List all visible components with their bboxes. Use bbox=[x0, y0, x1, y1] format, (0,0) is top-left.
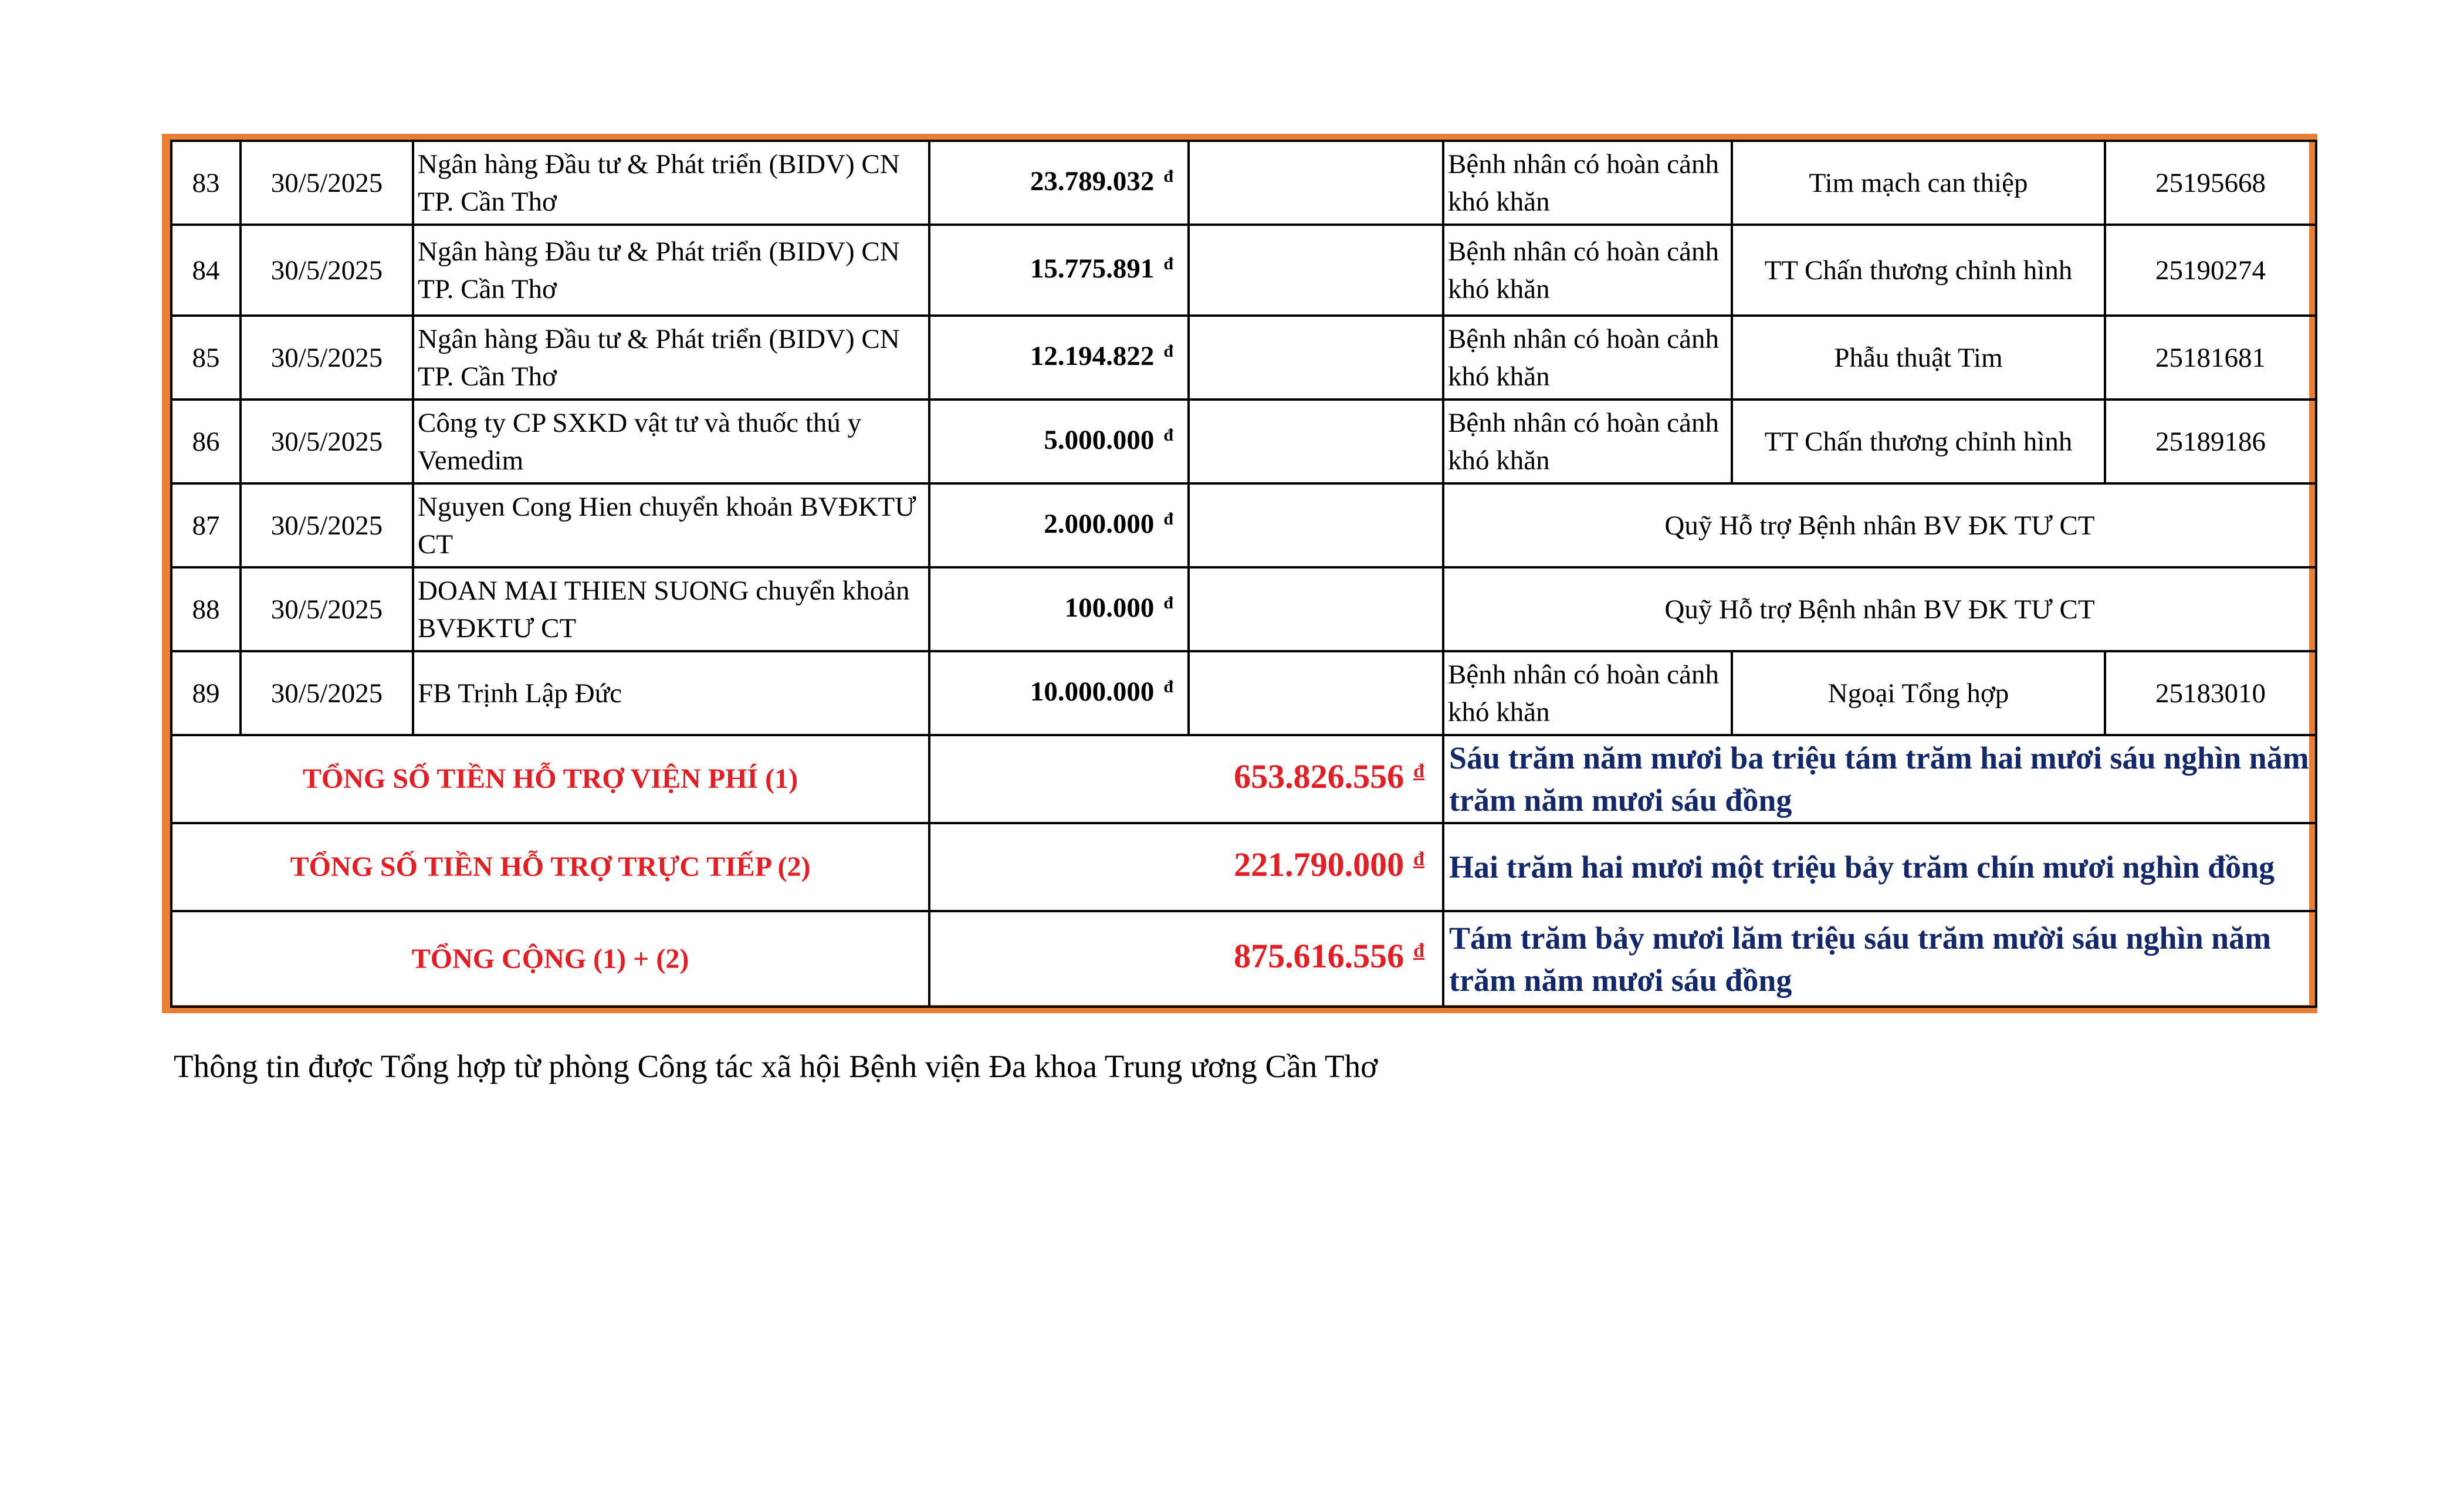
row-number: 87 bbox=[171, 483, 241, 567]
total-label: TỔNG CỘNG (1) + (2) bbox=[171, 911, 929, 1007]
row-direct-support bbox=[1189, 483, 1443, 567]
currency-symbol: đ bbox=[1163, 253, 1173, 273]
currency-symbol: đ bbox=[1163, 593, 1173, 612]
row-date: 30/5/2025 bbox=[241, 316, 413, 400]
row-date: 30/5/2025 bbox=[241, 141, 413, 225]
row-donor: Công ty CP SXKD vật tư và thuốc thú y Vemedim bbox=[413, 400, 929, 483]
row-number: 85 bbox=[171, 316, 241, 400]
row-date: 30/5/2025 bbox=[241, 567, 413, 651]
total-row-grand-total bbox=[171, 911, 2316, 1007]
row-number: 83 bbox=[171, 141, 241, 225]
row-code: 25190274 bbox=[2105, 225, 2316, 316]
table-row bbox=[171, 651, 2316, 735]
row-amount: 5.000.000 $^đ$ bbox=[929, 400, 1189, 483]
currency-symbol: đ bbox=[1163, 341, 1173, 361]
currency-symbol: đ bbox=[1163, 425, 1173, 445]
row-fund: Quỹ Hỗ trợ Bệnh nhân BV ĐK TƯ CT bbox=[1443, 567, 2316, 651]
row-donor: Ngân hàng Đầu tư & Phát triển (BIDV) CN TP. Cần Thơ bbox=[413, 225, 929, 316]
row-direct-support bbox=[1189, 400, 1443, 483]
currency-symbol: đ bbox=[1163, 509, 1173, 529]
row-date: 30/5/2025 bbox=[241, 483, 413, 567]
row-amount: 2.000.000 $^đ$ bbox=[929, 483, 1189, 567]
total-label: TỔNG SỐ TIỀN HỖ TRỢ TRỰC TIẾP (2) bbox=[171, 823, 929, 911]
row-purpose: Bệnh nhân có hoàn cảnh khó khăn bbox=[1443, 400, 1732, 483]
total-amount: 221.790.000 $^đ$ bbox=[929, 823, 1443, 911]
row-code: 25195668 bbox=[2105, 141, 2316, 225]
row-purpose: Bệnh nhân có hoàn cảnh khó khăn bbox=[1443, 651, 1732, 735]
row-donor: Nguyen Cong Hien chuyển khoản BVĐKTƯ CT bbox=[413, 483, 929, 567]
row-amount: 100.000 $^đ$ bbox=[929, 567, 1189, 651]
row-purpose: Bệnh nhân có hoàn cảnh khó khăn bbox=[1443, 225, 1732, 316]
total-amount: 653.826.556 $^đ$ bbox=[929, 735, 1443, 823]
row-number: 84 bbox=[171, 225, 241, 316]
row-amount: 23.789.032 $^đ$ bbox=[929, 141, 1189, 225]
row-direct-support bbox=[1189, 651, 1443, 735]
table-row bbox=[171, 316, 2316, 400]
footer-note: Thông tin được Tổng hợp từ phòng Công tác xã hội Bệnh viện Đa khoa Trung ương Cần Thơ bbox=[174, 1048, 1378, 1084]
row-department: TT Chấn thương chỉnh hình bbox=[1732, 400, 2105, 483]
table-row bbox=[171, 483, 2316, 567]
total-label: TỔNG SỐ TIỀN HỖ TRỢ VIỆN PHÍ (1) bbox=[171, 735, 929, 823]
total-in-words: Tám trăm bảy mươi lăm triệu sáu trăm mười sáu nghìn năm trăm năm mươi sáu đồng bbox=[1443, 911, 2316, 1007]
table-row bbox=[171, 567, 2316, 651]
row-code: 25181681 bbox=[2105, 316, 2316, 400]
total-row-direct-support bbox=[171, 823, 2316, 911]
row-donor: Ngân hàng Đầu tư & Phát triển (BIDV) CN TP. Cần Thơ bbox=[413, 316, 929, 400]
row-code: 25183010 bbox=[2105, 651, 2316, 735]
currency-symbol: đ bbox=[1413, 760, 1424, 782]
table-row bbox=[171, 400, 2316, 483]
donation-table bbox=[170, 140, 2317, 1008]
total-row-hospital-fees bbox=[171, 735, 2316, 823]
row-purpose: Bệnh nhân có hoàn cảnh khó khăn bbox=[1443, 316, 1732, 400]
table-row bbox=[171, 225, 2316, 316]
row-date: 30/5/2025 bbox=[241, 225, 413, 316]
row-amount: 15.775.891 $^đ$ bbox=[929, 225, 1189, 316]
row-donor: DOAN MAI THIEN SUONG chuyển khoản BVĐKTƯ CT bbox=[413, 567, 929, 651]
total-in-words: Sáu trăm năm mươi ba triệu tám trăm hai mươi sáu nghìn năm trăm năm mươi sáu đồng bbox=[1443, 735, 2316, 823]
row-direct-support bbox=[1189, 141, 1443, 225]
row-department: Tim mạch can thiệp bbox=[1732, 141, 2105, 225]
row-number: 86 bbox=[171, 400, 241, 483]
row-department: TT Chấn thương chỉnh hình bbox=[1732, 225, 2105, 316]
row-direct-support bbox=[1189, 225, 1443, 316]
row-direct-support bbox=[1189, 567, 1443, 651]
row-donor: Ngân hàng Đầu tư & Phát triển (BIDV) CN TP. Cần Thơ bbox=[413, 141, 929, 225]
currency-symbol: đ bbox=[1163, 166, 1173, 186]
currency-symbol: đ bbox=[1413, 940, 1424, 962]
row-donor: FB Trịnh Lập Đức bbox=[413, 651, 929, 735]
row-fund: Quỹ Hỗ trợ Bệnh nhân BV ĐK TƯ CT bbox=[1443, 483, 2316, 567]
row-number: 89 bbox=[171, 651, 241, 735]
row-date: 30/5/2025 bbox=[241, 651, 413, 735]
row-department: Phẫu thuật Tim bbox=[1732, 316, 2105, 400]
row-amount: 12.194.822 $^đ$ bbox=[929, 316, 1189, 400]
row-amount: 10.000.000 $^đ$ bbox=[929, 651, 1189, 735]
total-in-words: Hai trăm hai mươi một triệu bảy trăm chín mươi nghìn đồng bbox=[1443, 823, 2316, 911]
row-direct-support bbox=[1189, 316, 1443, 400]
table-row bbox=[171, 141, 2316, 225]
currency-symbol: đ bbox=[1163, 676, 1173, 696]
total-amount: 875.616.556 $^đ$ bbox=[929, 911, 1443, 1007]
row-date: 30/5/2025 bbox=[241, 400, 413, 483]
row-code: 25189186 bbox=[2105, 400, 2316, 483]
row-number: 88 bbox=[171, 567, 241, 651]
row-department: Ngoại Tổng hợp bbox=[1732, 651, 2105, 735]
row-purpose: Bệnh nhân có hoàn cảnh khó khăn bbox=[1443, 141, 1732, 225]
currency-symbol: đ bbox=[1413, 848, 1424, 870]
